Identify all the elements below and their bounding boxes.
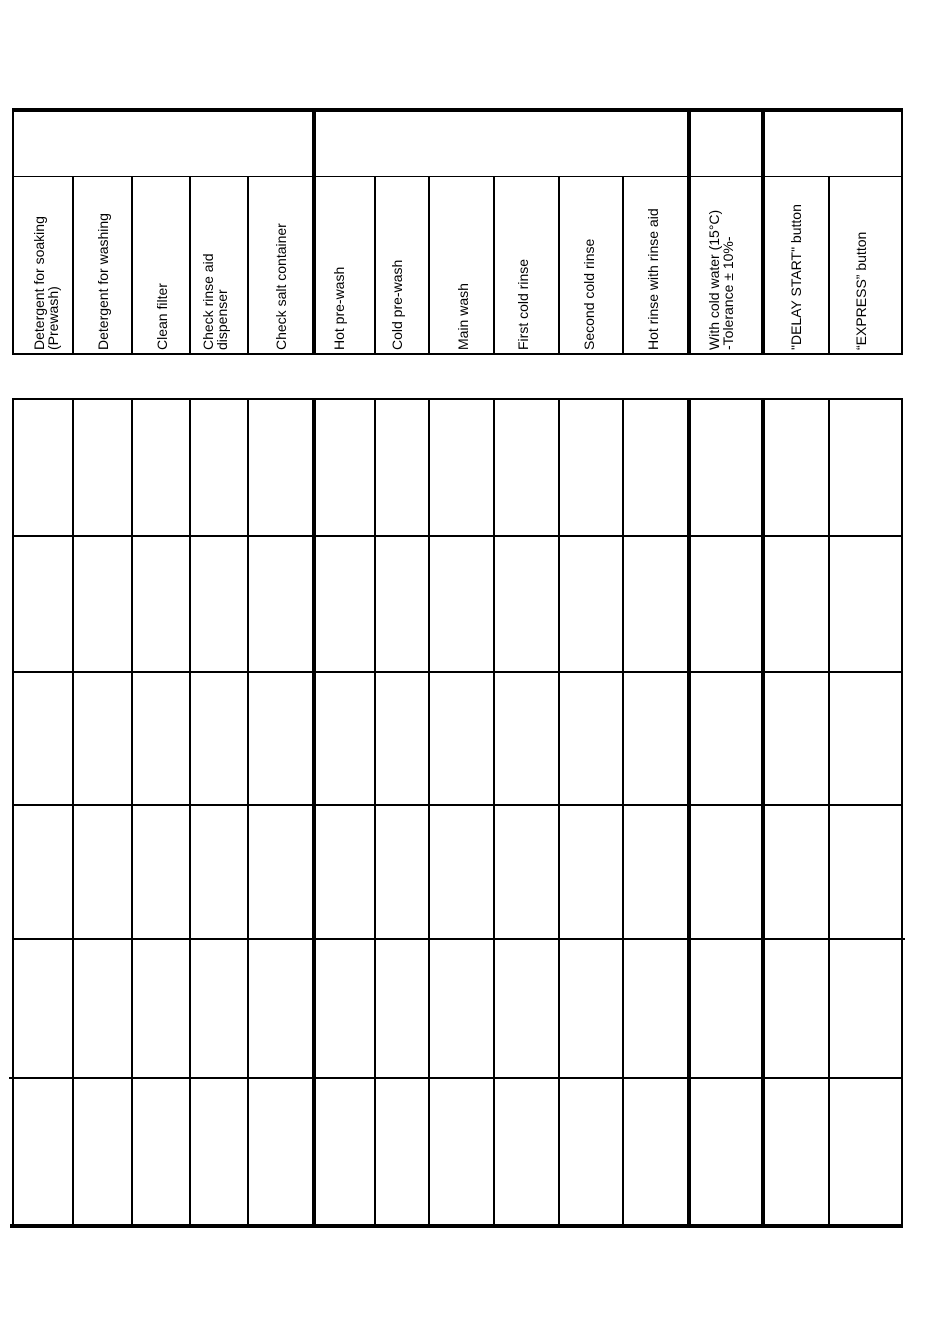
column-header-label: Main wash: [455, 283, 471, 350]
header-column-separator: [189, 176, 191, 355]
row-separator: [12, 535, 903, 537]
body-column-separator: [374, 398, 376, 1228]
header-column-separator: [131, 176, 133, 355]
body-column-separator: [828, 398, 830, 1228]
row-separator: [12, 938, 905, 940]
header-column-separator: [622, 176, 624, 355]
header-column-separator: [828, 176, 830, 355]
body-column-separator: [493, 398, 495, 1228]
column-header-label: With cold water (15°C) -Tolerance ± 10%-: [706, 209, 736, 350]
header-column-separator: [493, 176, 495, 355]
header-column-separator: [247, 176, 249, 355]
group-divider-line: [12, 176, 903, 177]
header-right-border: [901, 108, 903, 355]
column-header-label: Cold pre-wash: [389, 259, 405, 350]
column-header-label: Hot pre-wash: [331, 266, 347, 350]
row-separator: [9, 1077, 903, 1079]
header-bottom-border: [12, 353, 903, 355]
column-header-label: Check salt container: [273, 223, 289, 350]
column-header-label: Check rinse aid dispenser: [200, 253, 230, 350]
body-column-separator: [72, 398, 74, 1228]
body-group-separator: [312, 398, 316, 1228]
body-group-separator: [761, 398, 765, 1228]
body-bottom-border: [10, 1224, 903, 1228]
column-header-label: Second cold rinse: [581, 238, 597, 350]
group-header-cell: [765, 112, 901, 176]
body-column-separator: [247, 398, 249, 1228]
header-column-separator: [428, 176, 430, 355]
row-separator: [12, 671, 903, 673]
body-group-separator: [687, 398, 691, 1228]
body-column-separator: [131, 398, 133, 1228]
row-separator: [12, 804, 903, 806]
header-column-separator: [72, 176, 74, 355]
header-column-separator: [374, 176, 376, 355]
body-left-border: [12, 398, 14, 1228]
column-header-label: Detergent for soaking (Prewash): [31, 216, 61, 350]
body-top-border: [12, 398, 903, 400]
column-header-label: Detergent for washing: [95, 213, 111, 350]
body-right-border: [901, 398, 903, 1228]
body-column-separator: [622, 398, 624, 1228]
group-header-cell: [691, 112, 761, 176]
column-header-label: First cold rinse: [515, 258, 531, 350]
column-header-label: "DELAY START" button: [788, 204, 804, 350]
group-header-cell: [316, 112, 687, 176]
column-header-label: Hot rinse with rinse aid: [645, 208, 661, 350]
body-column-separator: [558, 398, 560, 1228]
body-column-separator: [428, 398, 430, 1228]
column-header-label: Clean filter: [154, 283, 170, 350]
column-header-label: “EXPRESS” button: [853, 231, 869, 350]
body-column-separator: [189, 398, 191, 1228]
group-header-cell: [14, 112, 312, 176]
header-column-separator: [558, 176, 560, 355]
